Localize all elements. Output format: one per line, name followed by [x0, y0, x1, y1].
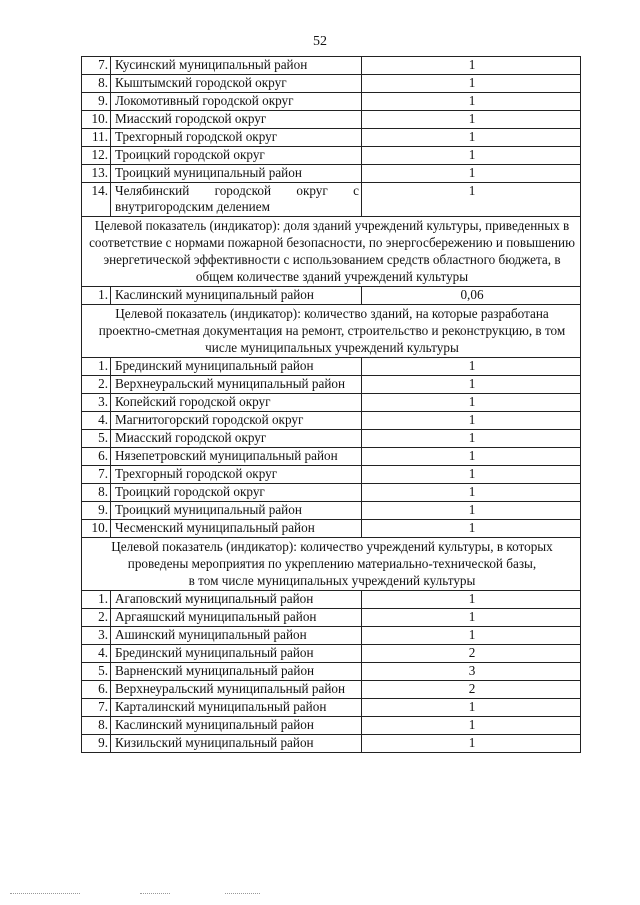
municipality-name: Магнитогорский городской округ — [111, 412, 362, 430]
row-value: 1 — [362, 165, 581, 183]
row-number: 1. — [82, 591, 111, 609]
row-number: 10. — [82, 111, 111, 129]
table-row — [82, 75, 581, 93]
municipality-name: Локомотивный городской округ — [111, 93, 362, 111]
row-value: 1 — [362, 717, 581, 735]
municipality-name: Кыштымский городской округ — [111, 75, 362, 93]
section-material-base — [82, 538, 581, 753]
row-value: 1 — [362, 699, 581, 717]
table-row — [82, 448, 581, 466]
table-row — [82, 484, 581, 502]
municipality-name: Миасский городской округ — [111, 111, 362, 129]
row-number: 6. — [82, 448, 111, 466]
row-number: 12. — [82, 147, 111, 165]
table-row — [82, 165, 581, 183]
row-value: 1 — [362, 520, 581, 538]
municipality-name: Верхнеуральский муниципальный район — [111, 376, 362, 394]
section-header-row — [82, 305, 581, 358]
municipality-name: Троицкий городской округ — [111, 147, 362, 165]
table-row — [82, 627, 581, 645]
municipality-name: Челябинский городской округ с внутригородским делением — [111, 183, 362, 217]
table-row — [82, 111, 581, 129]
municipality-name: Кусинский муниципальный район — [111, 57, 362, 75]
row-value: 2 — [362, 645, 581, 663]
row-value: 1 — [362, 735, 581, 753]
row-value: 1 — [362, 466, 581, 484]
table-row — [82, 183, 581, 217]
row-number: 8. — [82, 484, 111, 502]
table-row — [82, 609, 581, 627]
row-value: 1 — [362, 448, 581, 466]
table-row — [82, 57, 581, 75]
section-header-row — [82, 217, 581, 287]
row-number: 1. — [82, 358, 111, 376]
municipality-name: Миасский городской округ — [111, 430, 362, 448]
row-value: 1 — [362, 183, 581, 217]
table-row — [82, 699, 581, 717]
municipality-name: Трехгорный городской округ — [111, 466, 362, 484]
row-value: 1 — [362, 111, 581, 129]
row-number: 10. — [82, 520, 111, 538]
table-row — [82, 412, 581, 430]
row-value: 1 — [362, 627, 581, 645]
municipality-name: Карталинский муниципальный район — [111, 699, 362, 717]
table-row — [82, 93, 581, 111]
row-value: 0,06 — [362, 287, 581, 305]
table-row — [82, 358, 581, 376]
row-number: 6. — [82, 681, 111, 699]
scan-mark — [225, 893, 260, 895]
scan-mark — [140, 893, 170, 895]
municipality-name: Аргаяшский муниципальный район — [111, 609, 362, 627]
municipality-name: Верхнеуральский муниципальный район — [111, 681, 362, 699]
row-number: 4. — [82, 412, 111, 430]
row-number: 7. — [82, 466, 111, 484]
municipality-name: Брединский муниципальный район — [111, 645, 362, 663]
row-value: 1 — [362, 591, 581, 609]
table-row — [82, 287, 581, 305]
row-number: 8. — [82, 75, 111, 93]
rows-top — [82, 57, 581, 217]
row-number: 2. — [82, 609, 111, 627]
municipality-name: Чесменский муниципальный район — [111, 520, 362, 538]
table-row — [82, 681, 581, 699]
row-value: 1 — [362, 430, 581, 448]
row-value: 1 — [362, 412, 581, 430]
page-number: 52 — [313, 34, 327, 49]
municipality-name: Троицкий муниципальный район — [111, 502, 362, 520]
table-row — [82, 717, 581, 735]
row-number: 2. — [82, 376, 111, 394]
row-number: 8. — [82, 717, 111, 735]
row-number: 11. — [82, 129, 111, 147]
row-number: 3. — [82, 394, 111, 412]
table-row — [82, 502, 581, 520]
municipality-name: Кизильский муниципальный район — [111, 735, 362, 753]
row-number: 9. — [82, 735, 111, 753]
municipality-name: Копейский городской округ — [111, 394, 362, 412]
row-value: 3 — [362, 663, 581, 681]
row-value: 1 — [362, 609, 581, 627]
row-number: 14. — [82, 183, 111, 217]
municipality-name: Нязепетровский муниципальный район — [111, 448, 362, 466]
table-row — [82, 520, 581, 538]
scan-mark — [10, 893, 80, 895]
table-row — [82, 645, 581, 663]
municipality-name: Агаповский муниципальный район — [111, 591, 362, 609]
row-number: 13. — [82, 165, 111, 183]
table-row — [82, 147, 581, 165]
scan-artifact-marks — [10, 893, 310, 897]
municipality-name: Трехгорный городской округ — [111, 129, 362, 147]
row-value: 1 — [362, 484, 581, 502]
row-number: 5. — [82, 430, 111, 448]
table-row — [82, 663, 581, 681]
municipality-name: Брединский муниципальный район — [111, 358, 362, 376]
row-value: 1 — [362, 394, 581, 412]
row-value: 1 — [362, 75, 581, 93]
section-building-share — [82, 217, 581, 305]
table-row — [82, 394, 581, 412]
row-number: 7. — [82, 699, 111, 717]
row-value: 1 — [362, 93, 581, 111]
municipality-name: Троицкий муниципальный район — [111, 165, 362, 183]
row-number: 9. — [82, 93, 111, 111]
section-header-row — [82, 538, 581, 591]
table-row — [82, 735, 581, 753]
row-number: 9. — [82, 502, 111, 520]
table-row — [82, 376, 581, 394]
row-value: 2 — [362, 681, 581, 699]
row-number: 7. — [82, 57, 111, 75]
municipality-name: Троицкий городской округ — [111, 484, 362, 502]
row-value: 1 — [362, 376, 581, 394]
section-header: Целевой показатель (индикатор): доля зданий учреждений культуры, приведенных в соответствие с нормами пожарной безопасности, по энергосбережению и повышению энергетической эффективности с использованием средств областного бюджета, в общем количестве зданий учреждений культуры — [82, 217, 581, 287]
table-row — [82, 466, 581, 484]
row-number: 1. — [82, 287, 111, 305]
row-value: 1 — [362, 502, 581, 520]
municipality-name: Ашинский муниципальный район — [111, 627, 362, 645]
row-value: 1 — [362, 57, 581, 75]
section-header — [82, 538, 581, 591]
row-value: 1 — [362, 147, 581, 165]
section-header-line: Целевой показатель (индикатор): количество учреждений культуры, в которых проведены мероприятия по укреплению материально-технической базы, — [111, 539, 553, 571]
row-number: 5. — [82, 663, 111, 681]
table-row — [82, 591, 581, 609]
row-number: 3. — [82, 627, 111, 645]
indicators-table — [81, 56, 581, 753]
section-design-documentation — [82, 305, 581, 538]
row-value: 1 — [362, 358, 581, 376]
municipality-name: Каслинский муниципальный район — [111, 717, 362, 735]
municipality-name: Каслинский муниципальный район — [111, 287, 362, 305]
row-value: 1 — [362, 129, 581, 147]
section-header: Целевой показатель (индикатор): количество зданий, на которые разработана проектно-сметная документация на ремонт, строительство и реконструкцию, в том числе муниципальных учреждений культуры — [82, 305, 581, 358]
table-row — [82, 430, 581, 448]
municipality-name: Варненский муниципальный район — [111, 663, 362, 681]
section-header-line: в том числе муниципальных учреждений культуры — [188, 573, 476, 588]
row-number: 4. — [82, 645, 111, 663]
table-row — [82, 129, 581, 147]
